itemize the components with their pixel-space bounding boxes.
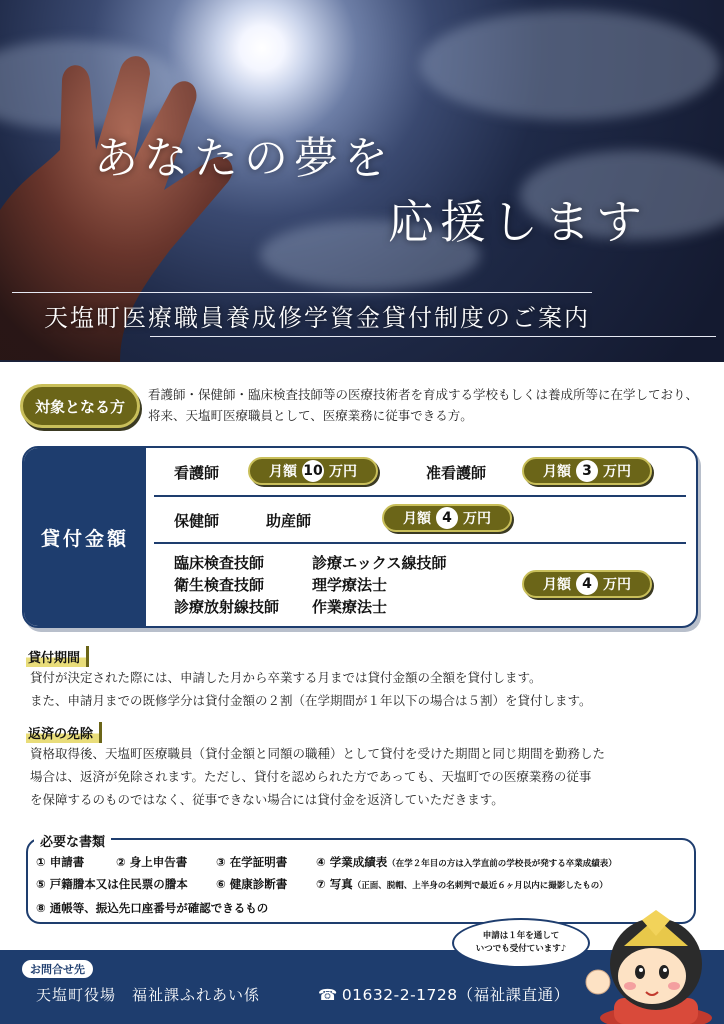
amount-prefix: 月額 [543, 577, 571, 593]
amount-number: 4 [436, 507, 458, 529]
job-midwife: 助産師 [266, 512, 312, 530]
target-description: 看護師・保健師・臨床検査技師等の医療技術者を育成する学校もしくは養成所等に在学しており、将来、天塩町医療職員として、医療業務に従事できる方。 [148, 387, 699, 423]
loan-amount-heading: 貸付金額 [24, 448, 146, 626]
job-occupational-therapist: 作業療法士 [312, 598, 388, 616]
amount-pill-row3 [522, 570, 652, 598]
exemption-line: 資格取得後、天塩町医療職員（貸付金額と同額の職種）として貸付を受けた期間と同じ期間を勤務した [30, 746, 606, 761]
hero-subtitle: 天塩町医療職員養成修学資金貸付制度のご案内 [44, 304, 590, 332]
amount-pill-assistant-nurse [522, 457, 652, 485]
contact-label: お問合せ先 [22, 960, 93, 978]
row-divider [154, 495, 686, 497]
loan-amount-table [22, 446, 698, 628]
phone-number: 01632-2-1728（福祉課直通） [341, 986, 570, 1004]
loan-period-line: また、申請月までの既修学分は貸付金額の２割（在学期間が１年以下の場合は５割）を貸付します。 [30, 693, 592, 708]
document-item: ⑧ 通帳等、振込先口座番号が確認できるもの [36, 901, 269, 915]
amount-prefix: 月額 [403, 511, 431, 527]
document-item: ① 申請書 [36, 855, 85, 869]
speech-bubble [452, 918, 590, 968]
job-public-health-nurse: 保健師 [174, 512, 220, 530]
divider [150, 336, 716, 337]
amount-unit: 万円 [603, 464, 631, 480]
divider [12, 292, 592, 293]
document-note: （正面、脱帽、上半身の名刺判で最近６ヶ月以内に撮影したもの） [352, 881, 608, 891]
document-note: （在学２年目の方は入学直前の学校長が発する卒業成績表） [387, 859, 617, 869]
amount-pill-row2 [382, 504, 512, 532]
job-assistant-nurse: 准看護師 [426, 464, 487, 482]
document-item [316, 876, 608, 892]
target-badge: 対象となる方 [20, 384, 140, 428]
document-item [316, 854, 617, 870]
loan-period-heading: 貸付期間 [26, 646, 89, 667]
loan-period-line: 貸付が決定された際には、申請した月から卒業する月までは貸付金額の全額を貸付します。 [30, 670, 542, 685]
amount-pill-nurse [248, 457, 378, 485]
document-item: ⑤ 戸籍謄本又は住民票の謄本 [36, 877, 188, 891]
loan-period-text [30, 666, 710, 712]
exemption-line: 場合は、返済が免除されます。ただし、貸付を認められた方であっても、天塩町での医療業務の従事 [30, 769, 592, 784]
document-label: ⑦ 写真 [316, 877, 353, 891]
document-item: ③ 在学証明書 [216, 855, 288, 869]
job-hygiene-lab-technician: 衛生検査技師 [174, 576, 265, 594]
document-item: ② 身上申告書 [116, 855, 188, 869]
amount-number: 4 [576, 573, 598, 595]
amount-prefix: 月額 [543, 464, 571, 480]
row-divider [154, 542, 686, 544]
contact-organization: 天塩町役場 福祉課ふれあい係 [36, 986, 261, 1004]
exemption-line: を保障するのものではなく、従事できない場合には貸付金を返済していただきます。 [30, 792, 504, 807]
amount-unit: 万円 [603, 577, 631, 593]
amount-number: 3 [576, 460, 598, 482]
job-clinical-lab-technician: 臨床検査技師 [174, 554, 265, 572]
mascot-character-image [584, 906, 718, 1024]
repayment-exemption-text [30, 742, 710, 811]
amount-number: 10 [302, 460, 324, 482]
repayment-exemption-heading: 返済の免除 [26, 722, 102, 743]
amount-prefix: 月額 [269, 464, 297, 480]
contact-phone [318, 983, 570, 1005]
job-radiology-technician: 診療放射線技師 [174, 598, 280, 616]
job-xray-technician: 診療エックス線技師 [312, 554, 447, 572]
bubble-line: いつでも受付ています♪ [475, 944, 567, 954]
amount-unit: 万円 [463, 511, 491, 527]
document-item: ⑥ 健康診断書 [216, 877, 288, 891]
job-physical-therapist: 理学療法士 [312, 576, 388, 594]
required-documents-title: 必要な書類 [34, 831, 111, 850]
hero-title-line2: 応援します [388, 195, 648, 249]
bubble-line: 申請は１年を通して [482, 931, 560, 941]
phone-icon: ☎ [318, 986, 338, 1004]
job-nurse: 看護師 [174, 464, 220, 482]
document-label: ④ 学業成績表 [316, 855, 388, 869]
hero-title-line1: あなたの夢を [94, 133, 394, 184]
amount-unit: 万円 [329, 464, 357, 480]
hero-banner [0, 0, 724, 362]
